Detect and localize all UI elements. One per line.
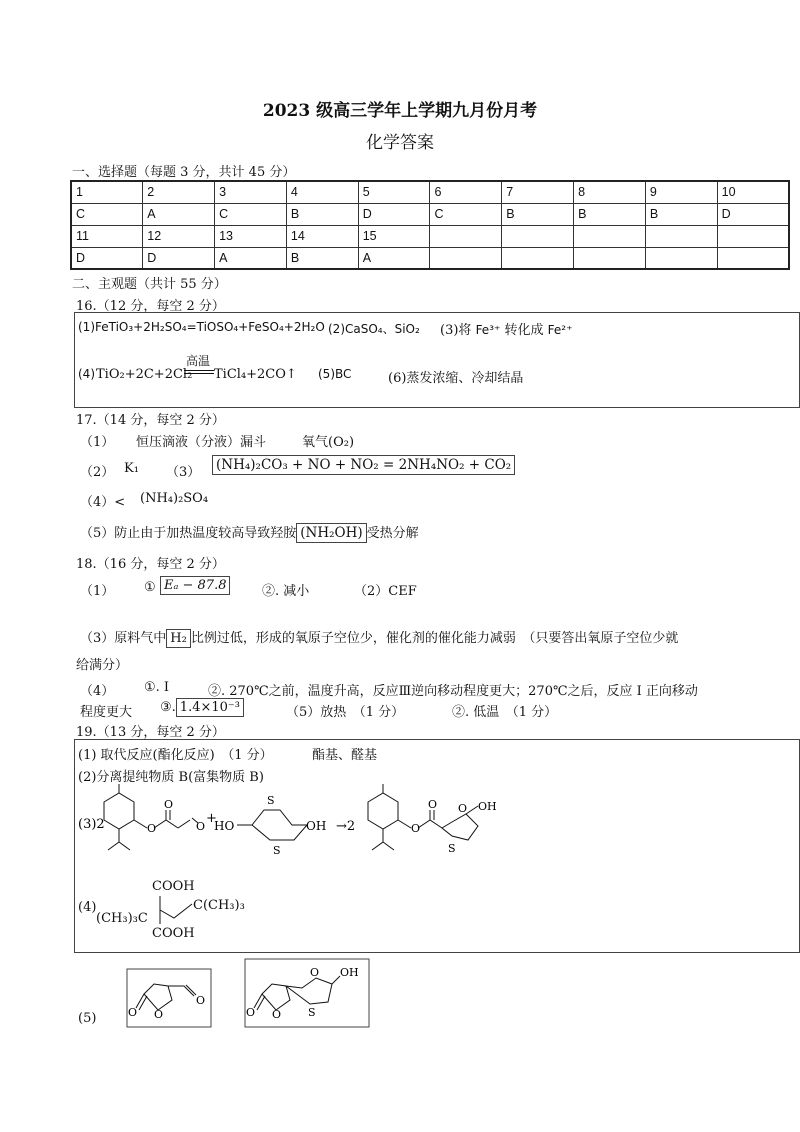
q18-answer-2: （2）CEF [354,584,417,599]
answer-table-cell: A [358,247,430,269]
svg-text:O: O [154,1008,164,1021]
answer-table-cell: 13 [215,225,287,247]
svg-text:+: + [206,811,217,826]
q16-answer-6: (6)蒸发浓缩、冷却结晶 [388,371,524,386]
q16-equal-sign [184,370,214,374]
q16-answer-3: (3)将 Fe³⁺ 转化成 Fe²⁺ [440,323,573,338]
q17-answer-2: K₁ [124,461,139,476]
q17-heading: 17.（14 分，每空 2 分） [76,413,225,428]
q19-answer-4-cooh-top: COOH [152,879,195,894]
q16-answer-4-left: TiO₂+2C+2Cl₂ [96,367,193,382]
q17-label-4: （4）< [80,495,126,510]
q18-heading: 18.（16 分，每空 2 分） [76,557,225,572]
q19-answer-4-label: (4) [78,900,97,915]
q19-answer-4-right: C(CH₃)₃ [193,898,245,913]
q19-answer-1: (1) 取代反应(酯化反应) （1 分） [78,748,273,763]
answer-table-cell: B [574,203,646,225]
answer-table-row [71,247,789,269]
answer-table-cell: B [286,203,358,225]
answer-table-cell [430,247,502,269]
svg-text:S: S [273,844,281,857]
answer-table-cell [430,225,502,247]
answer-table-row [71,203,789,225]
answer-table-cell: C [215,203,287,225]
q19-answer-5-structure-a [126,968,212,1028]
svg-text:O: O [164,798,174,811]
q19-answer-2: (2)分离提纯物质 B(富集物质 B) [78,770,264,785]
answer-table-cell: 6 [430,181,502,203]
answer-table-cell: B [645,203,717,225]
q17-answer-5: （5）防止由于加热温度较高导致羟胺 (NH₂OH) 受热分解 [80,525,419,541]
q19-answer-1b: 酯基、醛基 [312,748,378,763]
answer-table-row [71,225,789,247]
q17-answer-3: (NH₄)₂CO₃ + NO + NO₂ = 2NH₄NO₂ + CO₂ [212,455,515,475]
answer-table-cell: 15 [358,225,430,247]
q19-answer-4-left: (CH₃)₃C [96,911,148,926]
svg-text:S: S [267,794,275,807]
answer-table-cell: 4 [286,181,358,203]
q19-answer-5-label: (5) [78,1011,97,1026]
q16-answer-1: (1)FeTiO₃+2H₂SO₄=TiOSO₄+FeSO₄+2H₂O [78,320,325,334]
q18-answer-1: Eₐ − 87.8 [160,576,230,595]
svg-text:O: O [310,966,320,979]
q16-answer-5: (5)BC [318,367,352,381]
svg-text:O: O [128,1006,138,1019]
svg-text:HO: HO [214,819,235,833]
answer-table-cell [717,225,789,247]
svg-text:OH: OH [340,966,359,979]
q19-answer-4-cooh-bot: COOH [152,926,195,941]
answer-table-cell [574,247,646,269]
q19-heading: 19.（13 分，每空 2 分） [76,725,225,740]
q18-answer-5b: ②. 低温 （1 分） [452,705,558,720]
section2-heading: 二、主观题（共计 55 分） [72,277,227,292]
answer-table-cell: 10 [717,181,789,203]
answer-table-cell: 7 [502,181,574,203]
q18-answer-4-2: ②. 270℃之前，温度升高，反应Ⅲ逆向移动程度更大；270℃之后，反应 Ⅰ 正向移动 [208,684,698,699]
answer-table-cell: D [143,247,215,269]
svg-text:O: O [458,802,468,815]
answer-table-cell: 8 [574,181,646,203]
answer-table-cell: A [215,247,287,269]
page-title: 2023 级高三学年上学期九月份月考 [262,101,538,121]
answer-table-cell [574,225,646,247]
svg-text:O: O [196,820,206,833]
section1-heading: 一、选择题（每题 3 分，共计 45 分） [72,165,296,180]
q17-label-3: （3） [166,465,201,480]
answer-table-cell: 11 [71,225,143,247]
svg-text:OH: OH [478,800,497,813]
q18-answer-3-cont: 给满分） [76,658,129,673]
answer-table-cell: 14 [286,225,358,247]
q16-heading: 16.（12 分，每空 2 分） [76,299,225,314]
answer-table-cell [502,247,574,269]
q18-answer-4-3: ③. 1.4×10⁻³ [160,698,244,717]
answer-table-cell: A [143,203,215,225]
answer-table-cell: 12 [143,225,215,247]
q17-answer-1: 恒压滴液（分液）漏斗 [136,435,267,450]
q18-answer-1-num: ① [144,580,156,595]
answer-table-cell: B [502,203,574,225]
svg-text:O: O [272,1008,282,1021]
answer-table-cell [645,225,717,247]
answer-table-cell [502,225,574,247]
answer-table-cell: D [717,203,789,225]
answer-table-cell: D [71,247,143,269]
answer-table-cell: 2 [143,181,215,203]
q18-label-1: （1） [80,584,115,599]
q17-label-2: （2） [80,465,115,480]
page-subtitle: 化学答案 [366,133,434,153]
q16-answer-4-label: (4) [78,367,95,381]
q18-answer-4-cont: 程度更大 [80,705,133,720]
answer-table [70,180,790,270]
svg-text:S: S [448,842,456,855]
answer-table-cell: B [286,247,358,269]
q16-answer-4-right: TiCl₄+2CO↑ [214,367,297,382]
svg-text:→2: →2 [336,819,356,834]
answer-table-row [71,181,789,203]
q18-answer-1b: ②. 减小 [262,584,310,599]
answer-table-cell: C [430,203,502,225]
q18-answer-4-1: ①. Ⅰ [144,680,170,695]
svg-text:O: O [428,798,438,811]
svg-text:O: O [411,822,421,835]
q18-answer-3: （3）原料气中 H₂ 比例过低，形成的氧原子空位少，催化剂的催化能力减弱 （只要答出氧原子空位少就 [80,631,679,646]
answer-table-cell: D [358,203,430,225]
svg-text:OH: OH [306,819,327,833]
q19-answer-5-structure-b [244,958,370,1028]
q17-answer-4: (NH₄)₂SO₄ [140,491,209,506]
answer-table-cell [717,247,789,269]
q17-answer-1b: 氧气(O₂) [302,435,355,450]
svg-text:S: S [308,1006,316,1019]
q17-label-1: （1） [80,435,115,450]
answer-table-cell: C [71,203,143,225]
q16-answer-4-condition: 高温 [186,354,211,368]
answer-table-cell: 3 [215,181,287,203]
svg-text:(3)2: (3)2 [78,817,105,832]
svg-text:O: O [196,994,206,1007]
q18-answer-5: （5）放热 （1 分） [286,705,405,720]
q16-answer-2: (2)CaSO₄、SiO₂ [328,322,420,336]
answer-table-cell: 5 [358,181,430,203]
answer-table-cell: 9 [645,181,717,203]
answer-table-cell [645,247,717,269]
svg-text:O: O [246,1006,256,1019]
q18-label-4: （4） [80,684,115,699]
q19-reaction-3 [74,782,574,872]
svg-text:O: O [147,822,157,835]
q19-answer-4-bonds [148,894,198,928]
answer-table-cell: 1 [71,181,143,203]
